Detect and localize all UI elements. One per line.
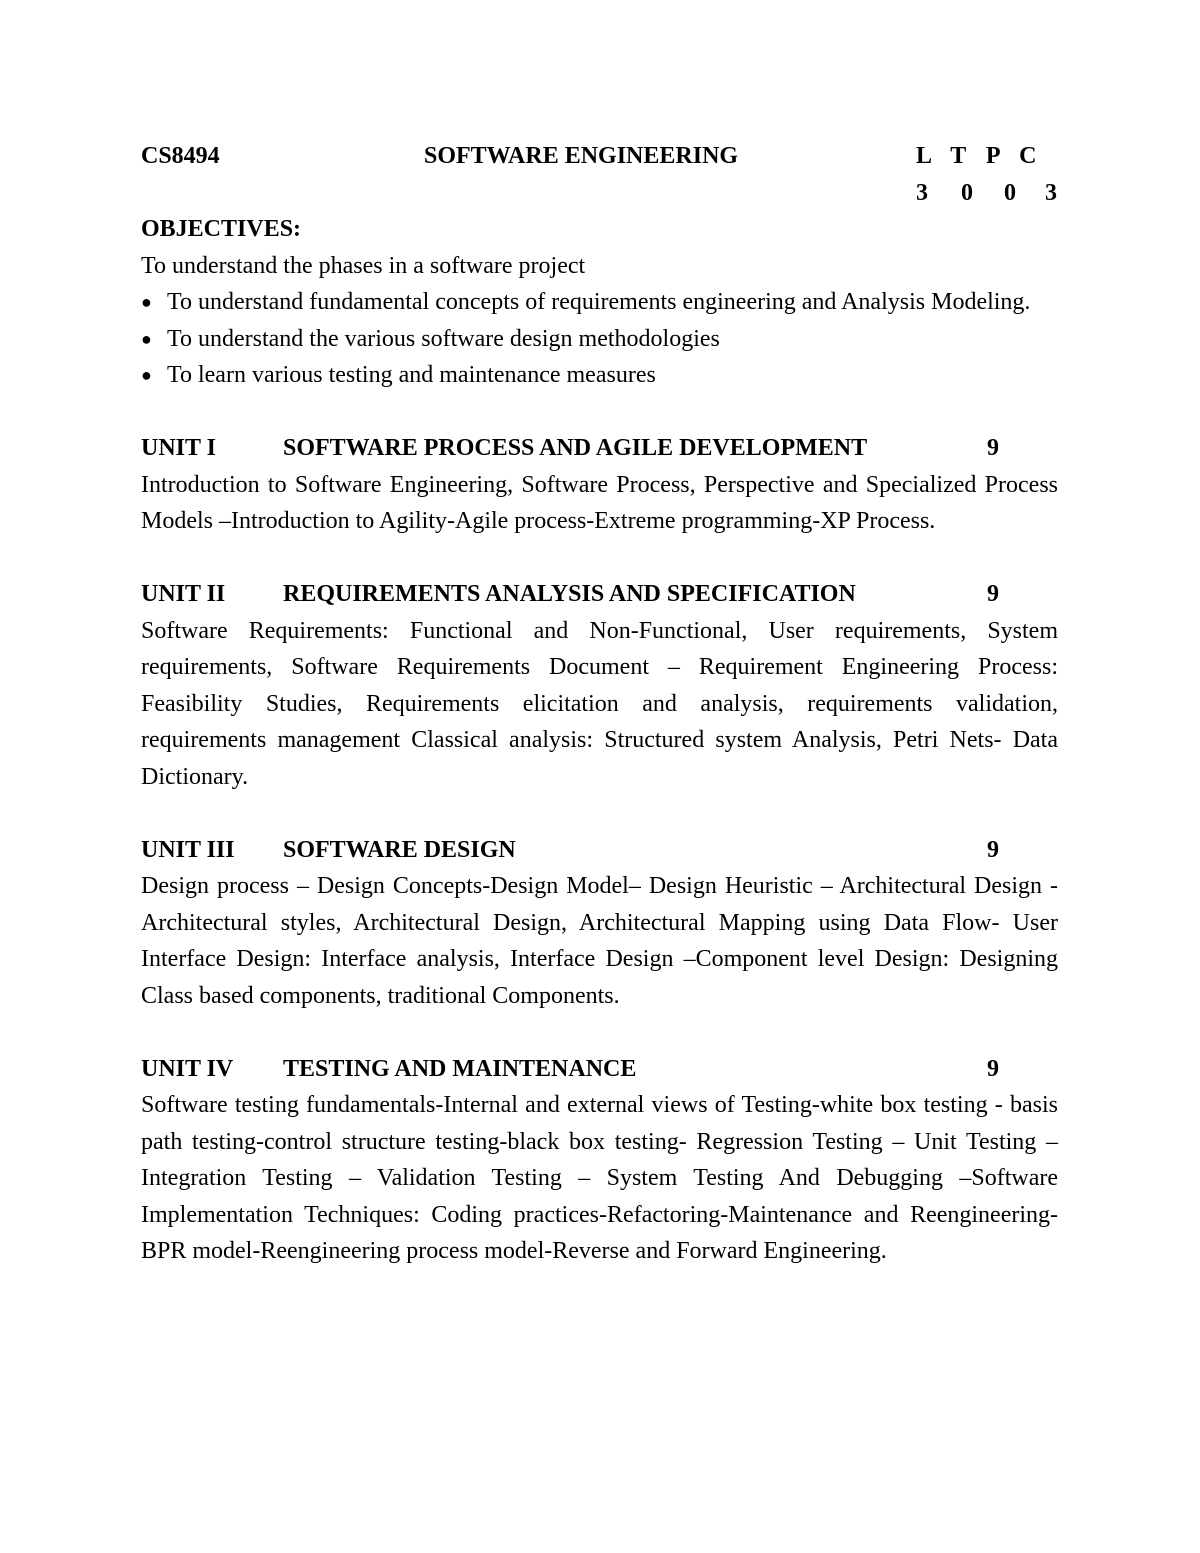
unit-body: Software Requirements: Functional and Non-Functional, User requirements, System requirements, Software Requirements Document – Requirement Engineering Process: Feasibility Studies, Requirements elicitation and analysis, requirements validation, requirements management Classical analysis: Structured system Analysis, Petri Nets- Data Dictionary. [141, 617, 1058, 790]
unit-title: SOFTWARE PROCESS AND AGILE DEVELOPMENT [283, 435, 868, 461]
unit-title: TESTING AND MAINTENANCE [283, 1055, 637, 1082]
unit-number: UNIT I [141, 435, 216, 461]
unit-number: UNIT II [141, 581, 226, 607]
unit-heading [141, 832, 1058, 869]
bullet-icon: ● [141, 365, 152, 385]
objective-text: To understand the various software design methodologies [167, 325, 720, 352]
unit-body: Introduction to Software Engineering, Software Process, Perspective and Specialized Process Models –Introduction to Agility-Agile process-Extreme programming-XP Process. [141, 471, 1058, 534]
objective-text: To learn various testing and maintenance measures [167, 362, 656, 388]
bullet-icon: ● [141, 328, 152, 349]
objective-item [141, 321, 1058, 358]
course-title: SOFTWARE ENGINEERING [424, 143, 739, 169]
credits-row [141, 175, 1058, 212]
objectives-heading: OBJECTIVES: [141, 216, 302, 242]
unit-heading [141, 576, 1058, 613]
objective-item [141, 284, 1058, 321]
syllabus-page [141, 138, 1058, 1270]
objective-item [141, 357, 1058, 394]
unit-title: REQUIREMENTS ANALYSIS AND SPECIFICATION [283, 581, 856, 607]
ltpc-label: L T P C [916, 143, 1044, 169]
unit-title: SOFTWARE DESIGN [283, 836, 516, 863]
credit-c: 3 [1045, 179, 1057, 206]
unit-number: UNIT IV [141, 1055, 234, 1082]
unit-heading [141, 430, 1058, 467]
bullet-icon: ● [141, 292, 152, 312]
unit-body: Software testing fundamentals-Internal and external views of Testing-white box testing - basis path testing-control structure testing-black box testing- Regression Testing – Unit Testing – Integration Testing – Validation Testing – System Testing And Debugging –Software Implementation Techniques: Coding practices-Refactoring-Maintenance and Reengineering-BPR model-Reengineering process model-Reverse and Forward Engineering. [141, 1092, 1058, 1264]
unit-heading [141, 1051, 1058, 1088]
course-header [141, 138, 1058, 175]
unit-body: Design process – Design Concepts-Design Model– Design Heuristic – Architectural Design - Architectural styles, Architectural Design, Architectural Mapping using Data Flow- User Interface Design: Interface analysis, Interface Design –Component level Design: Designing Class based components, traditional Components. [141, 873, 1058, 1009]
objective-text: To understand fundamental concepts of requirements engineering and Analysis Modeling. [167, 289, 1031, 315]
unit-hours: 9 [987, 435, 999, 461]
unit-hours: 9 [987, 1055, 999, 1082]
credit-p: 0 [1004, 179, 1016, 206]
unit-hours: 9 [987, 836, 999, 863]
objectives-intro: To understand the phases in a software project [141, 252, 586, 279]
course-code: CS8494 [141, 143, 220, 169]
credit-t: 0 [961, 179, 973, 206]
credit-l: 3 [916, 179, 928, 206]
unit-hours: 9 [987, 581, 999, 607]
unit-number: UNIT III [141, 836, 235, 863]
